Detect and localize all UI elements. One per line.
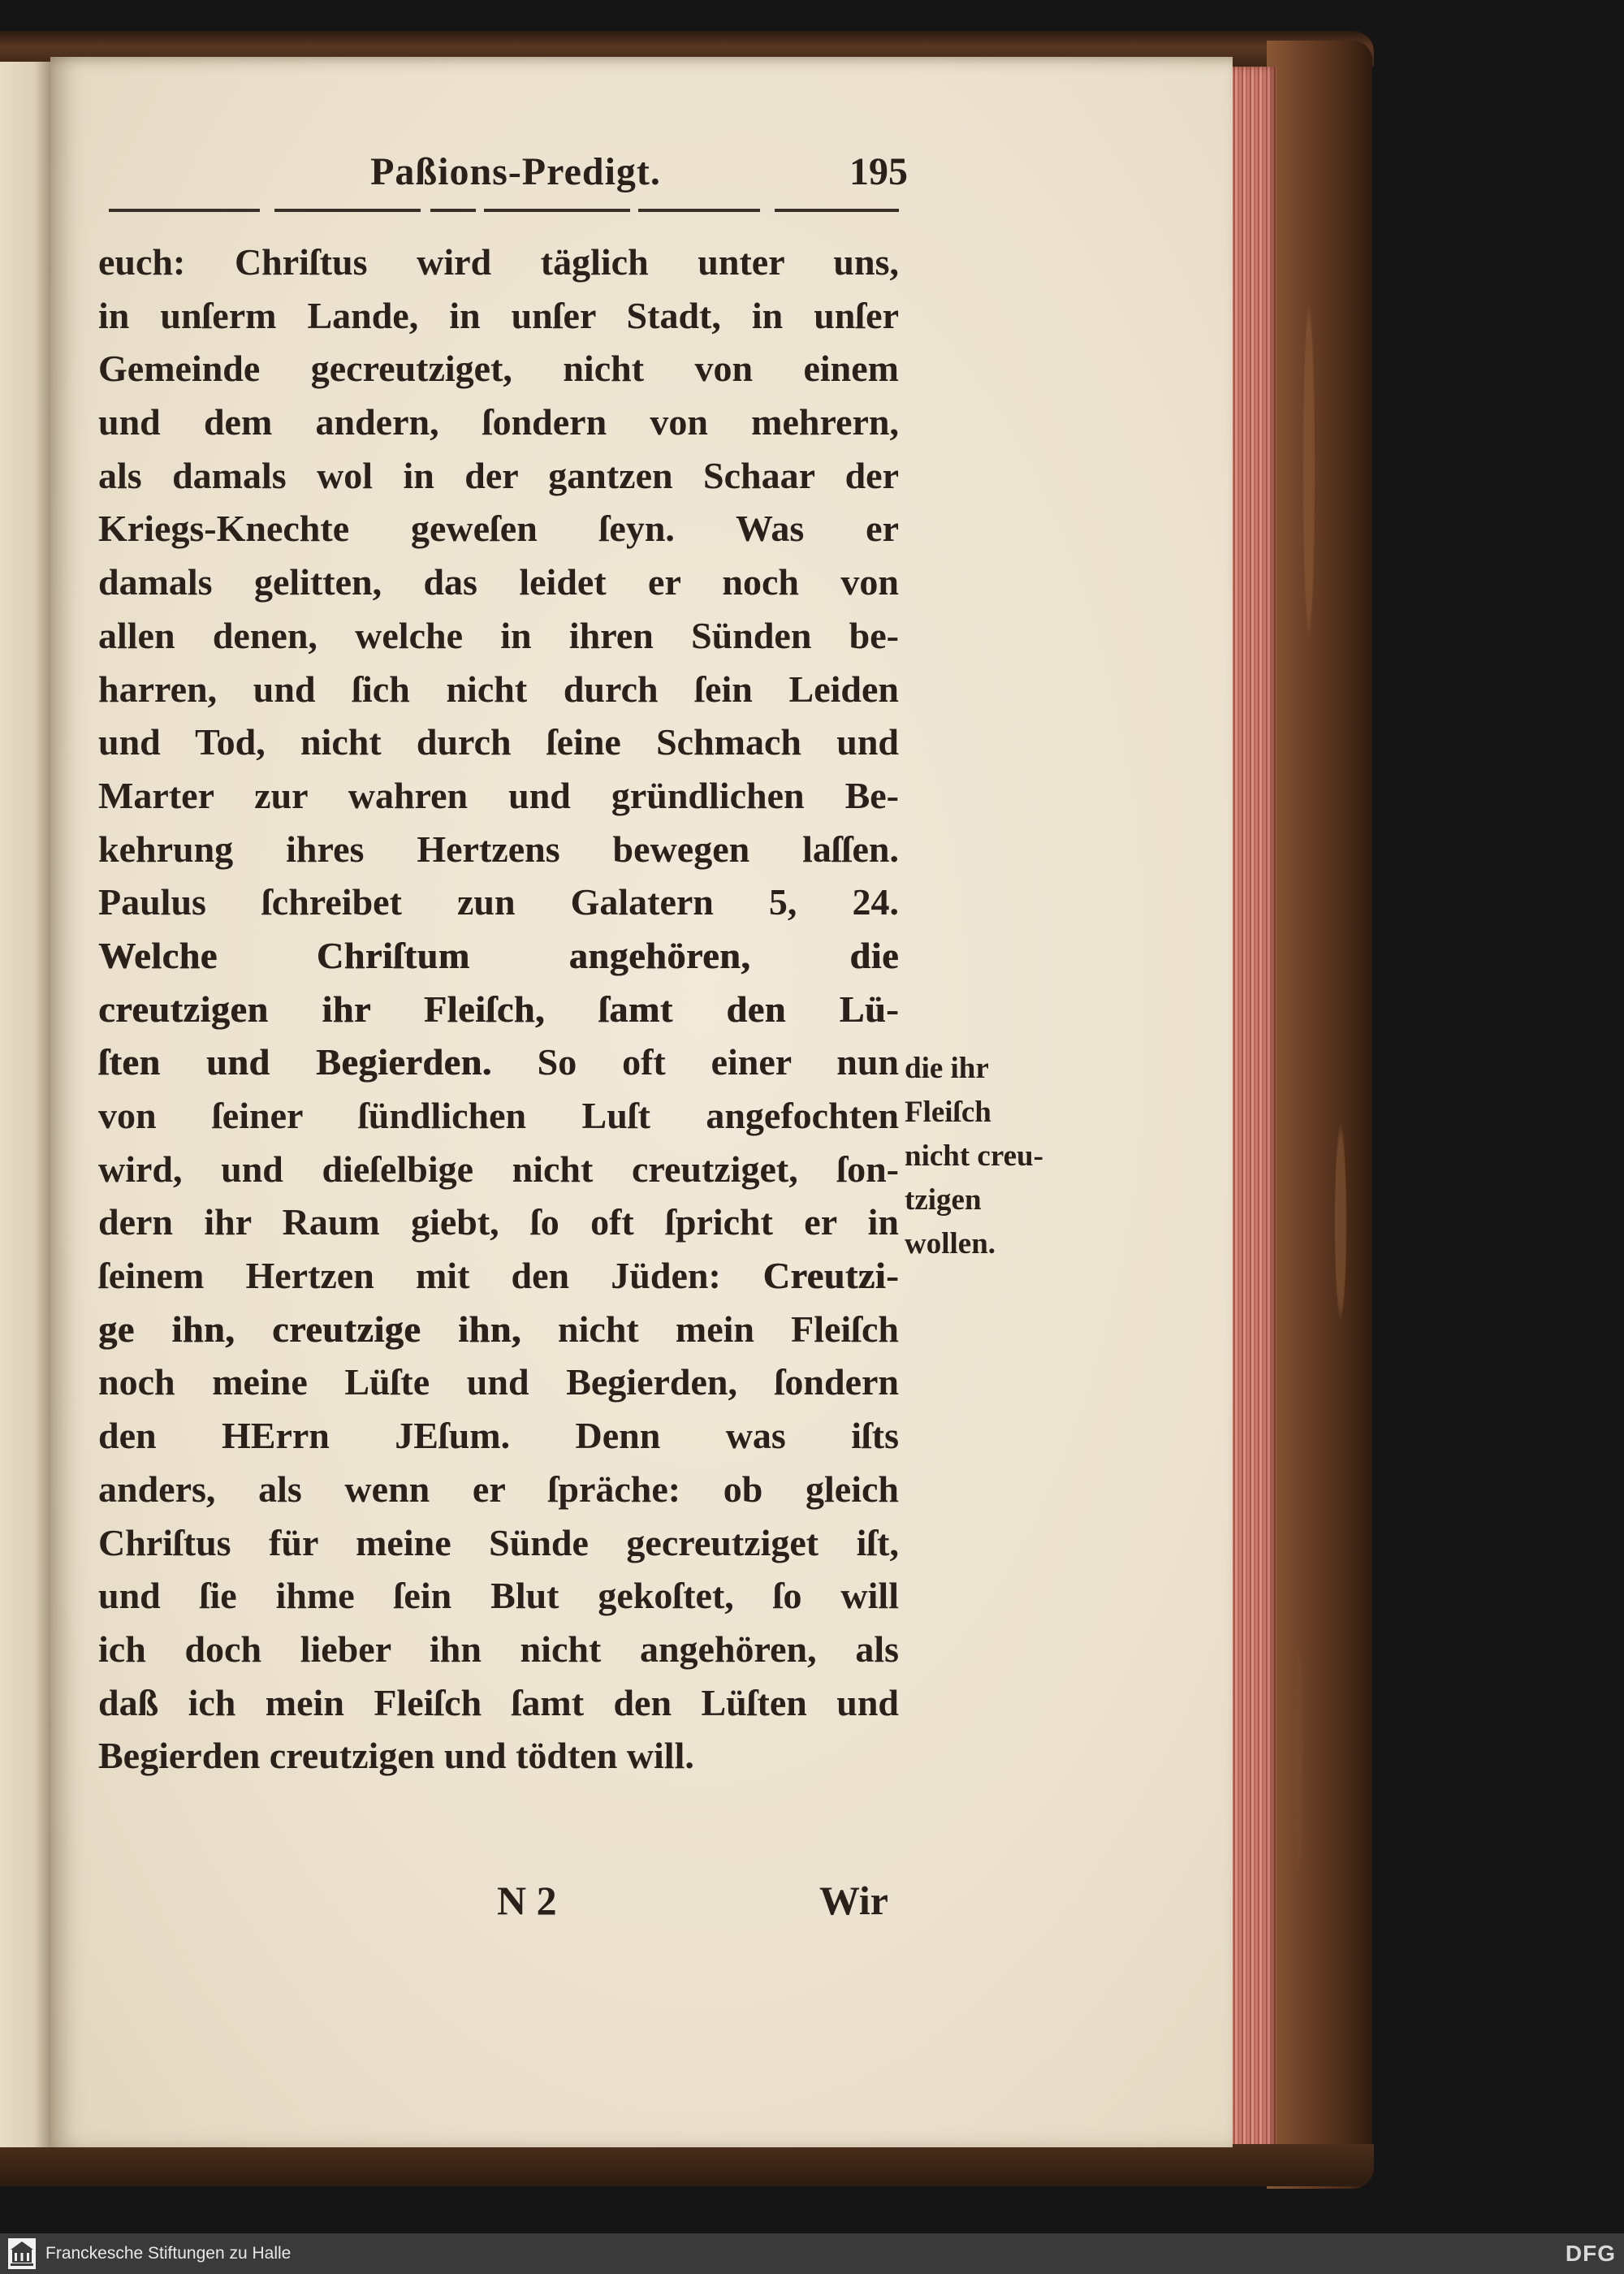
line-text: daß ich mein Fleiſch ſamt den Lüſten und — [98, 1681, 899, 1723]
line-text: in unſerm Lande, in unſer Stadt, in unſer — [98, 294, 899, 336]
line-text: und ſie ihme ſein Blut gekoſtet, ſo will — [98, 1575, 899, 1617]
emphasis-text: ſten und Begierden. — [98, 1041, 492, 1083]
emphasis-text: creutzigen ihr Fleiſch, ſamt den Lü- — [98, 988, 899, 1030]
text-line — [98, 396, 899, 449]
text-line — [98, 236, 899, 289]
text-line — [98, 342, 899, 396]
text-line — [98, 556, 899, 609]
line-text: und Tod, nicht durch ſeine Schmach und — [98, 721, 899, 763]
header-rule — [775, 209, 899, 212]
line-text: So oft einer nun — [491, 1041, 899, 1083]
text-line — [98, 1729, 899, 1783]
line-text: ich doch lieber ihn nicht angehören, als — [98, 1628, 899, 1670]
header-rule — [638, 209, 760, 212]
line-text: wird, und dieſelbige nicht creutziget, ſon- — [98, 1148, 899, 1190]
text-line — [98, 1355, 899, 1409]
margin-note-line: wollen. — [905, 1227, 996, 1260]
line-text: anders, als wenn er ſpräche: ob gleich — [98, 1468, 899, 1510]
text-line — [98, 715, 899, 769]
running-title: Paßions-Predigt. — [370, 150, 661, 193]
catchword: Wir — [818, 1878, 888, 1923]
line-text: allen denen, welche in ihren Sünden be- — [98, 614, 899, 656]
line-text: Paulus ſchreibet zun Galatern 5, 24. — [98, 881, 899, 923]
page-number: 195 — [849, 150, 908, 193]
viewer-footer — [0, 2233, 1624, 2274]
dfg-logo: DFG — [1565, 2241, 1616, 2266]
facing-page-edge — [0, 62, 57, 2147]
text-line — [98, 1463, 899, 1516]
line-text: kehrung ihres Hertzens bewegen laſſen. — [98, 828, 899, 870]
text-line — [98, 875, 899, 929]
text-line — [98, 1676, 899, 1730]
line-text: Begierden creutzigen und tödten will. — [98, 1735, 694, 1777]
margin-note — [905, 1047, 1096, 1266]
text-line — [98, 663, 899, 716]
header-rule — [484, 209, 630, 212]
line-text: damals gelitten, das leidet er noch von — [98, 561, 899, 603]
line-text: den HErrn JEſum. Denn was iſts — [98, 1415, 899, 1457]
header-rule — [274, 209, 421, 212]
text-line — [98, 1035, 899, 1089]
line-text: nicht mein Fleiſch — [520, 1308, 899, 1350]
line-text: noch meine Lüſte und Begierden, ſondern — [98, 1361, 899, 1403]
line-text: von ſeiner ſündlichen Luſt angefochten — [98, 1095, 899, 1136]
institution-name: Franckesche Stiftungen zu Halle — [45, 2244, 292, 2263]
margin-note-line: tzigen — [905, 1183, 982, 1217]
margin-note-line: Fleiſch — [905, 1096, 991, 1129]
text-line — [98, 929, 899, 983]
emphasis-text: Welche Chriſtum angehören, die — [98, 934, 899, 976]
text-line — [98, 1143, 899, 1196]
body-text — [98, 236, 899, 1783]
header-rule — [109, 209, 260, 212]
emphasis-text: Creutzi- — [720, 1255, 899, 1297]
line-text: Marter zur wahren und gründlichen Be- — [98, 774, 899, 816]
margin-note-line: die ihr — [905, 1052, 989, 1085]
line-text: Gemeinde gecreutziget, nicht von einem — [98, 348, 899, 390]
text-line — [98, 983, 899, 1036]
line-text: und dem andern, ſondern von mehrern, — [98, 401, 899, 443]
text-line — [98, 1249, 899, 1303]
text-line — [98, 1569, 899, 1623]
line-text: euch: Chriſtus wird täglich unter uns, — [98, 241, 899, 283]
text-line — [98, 769, 899, 823]
text-line — [98, 502, 899, 556]
book-spine-binding — [1267, 41, 1372, 2189]
book-bottom-binding — [0, 2144, 1374, 2186]
emphasis-text: ge ihn, creutzige ihn, — [98, 1308, 521, 1350]
text-line — [98, 609, 899, 663]
margin-note-line: nicht creu- — [905, 1139, 1043, 1173]
text-line — [98, 1623, 899, 1676]
text-line — [98, 1516, 899, 1570]
text-line — [98, 1089, 899, 1143]
text-line — [98, 1195, 899, 1249]
text-line — [98, 289, 899, 343]
signature-mark: N 2 — [497, 1878, 557, 1923]
text-line — [98, 1303, 899, 1356]
line-text: ſeinem Hertzen mit den Jüden: — [98, 1255, 721, 1297]
text-line — [98, 823, 899, 876]
page-block-edge — [1231, 67, 1276, 2158]
text-line — [98, 449, 899, 503]
institution-logo-icon — [8, 2238, 36, 2269]
line-text: als damals wol in der gantzen Schaar der — [98, 454, 899, 496]
line-text: harren, und ſich nicht durch ſein Leiden — [98, 668, 899, 710]
header-rule — [430, 209, 476, 212]
line-text: Chriſtus für meine Sünde gecreutziget iſt, — [98, 1521, 899, 1563]
line-text: dern ihr Raum giebt, ſo oft ſpricht er in — [98, 1201, 899, 1243]
line-text: Kriegs-Knechte geweſen ſeyn. Was er — [98, 508, 899, 550]
text-line — [98, 1409, 899, 1463]
